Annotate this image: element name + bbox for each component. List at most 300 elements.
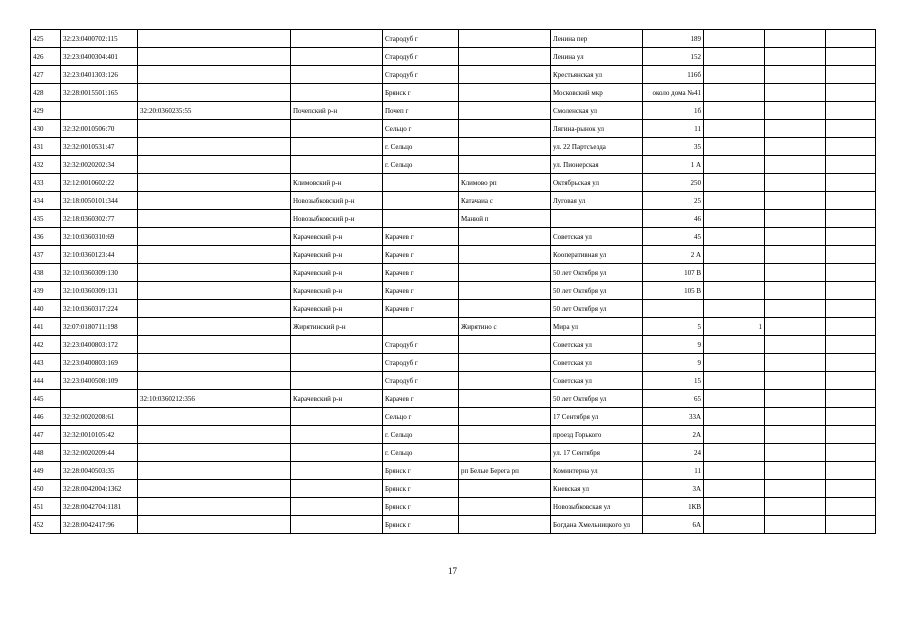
cell-row-number: 435 <box>31 210 61 228</box>
cell-city: Стародуб г <box>383 354 459 372</box>
cell-city: Карачев г <box>383 300 459 318</box>
cell-extra-1 <box>704 480 765 498</box>
cell-settlement <box>459 498 551 516</box>
cell-cadastral-number-b <box>138 192 291 210</box>
cell-house-number: 107 В <box>643 264 704 282</box>
cell-settlement <box>459 282 551 300</box>
cell-house-number: 1б <box>643 102 704 120</box>
cell-cadastral-number-b <box>138 408 291 426</box>
cell-row-number: 425 <box>31 30 61 48</box>
cell-extra-2 <box>765 174 826 192</box>
cell-cadastral-number-a: 32:23:0400702:115 <box>61 30 138 48</box>
cell-cadastral-number-a: 32:32:0010506:70 <box>61 120 138 138</box>
cell-house-number: 33А <box>643 408 704 426</box>
table-row <box>31 228 876 246</box>
cell-settlement <box>459 66 551 84</box>
table-row <box>31 426 876 444</box>
cell-extra-2 <box>765 444 826 462</box>
cell-extra-2 <box>765 426 826 444</box>
cell-extra-2 <box>765 264 826 282</box>
cell-district <box>291 336 383 354</box>
cell-street: 50 лет Октября ул <box>551 390 643 408</box>
cell-row-number: 444 <box>31 372 61 390</box>
cell-house-number: 1 А <box>643 156 704 174</box>
cell-street: Крестьянская ул <box>551 66 643 84</box>
table-row <box>31 102 876 120</box>
cell-extra-1 <box>704 408 765 426</box>
cell-house-number: 189 <box>643 30 704 48</box>
cell-district: Карачевский р-н <box>291 246 383 264</box>
cell-settlement <box>459 120 551 138</box>
cell-extra-1 <box>704 102 765 120</box>
cell-row-number: 429 <box>31 102 61 120</box>
cell-street: Советская ул <box>551 228 643 246</box>
cell-cadastral-number-a: 32:23:0400304:401 <box>61 48 138 66</box>
cell-street: ул. 17 Сентября <box>551 444 643 462</box>
cell-house-number: 6А <box>643 516 704 534</box>
cell-house-number: 46 <box>643 210 704 228</box>
table-row <box>31 264 876 282</box>
cell-extra-1 <box>704 300 765 318</box>
cell-settlement <box>459 354 551 372</box>
cell-city: Стародуб г <box>383 30 459 48</box>
cell-extra-3 <box>826 498 876 516</box>
cell-extra-3 <box>826 372 876 390</box>
cell-street: Мира ул <box>551 318 643 336</box>
table-row <box>31 462 876 480</box>
cell-settlement <box>459 372 551 390</box>
cell-row-number: 451 <box>31 498 61 516</box>
cell-cadastral-number-b <box>138 516 291 534</box>
table-row <box>31 30 876 48</box>
cell-city <box>383 192 459 210</box>
table-row <box>31 120 876 138</box>
table-row <box>31 84 876 102</box>
cell-district <box>291 156 383 174</box>
cell-city: Брянск г <box>383 498 459 516</box>
cell-extra-2 <box>765 408 826 426</box>
cell-city <box>383 210 459 228</box>
cell-extra-3 <box>826 516 876 534</box>
cell-extra-3 <box>826 390 876 408</box>
cell-district <box>291 30 383 48</box>
cell-city: Брянск г <box>383 462 459 480</box>
cell-house-number: 9 <box>643 354 704 372</box>
cell-extra-3 <box>826 480 876 498</box>
cell-extra-1 <box>704 192 765 210</box>
table-row <box>31 210 876 228</box>
cell-cadastral-number-a: 32:28:0042417:96 <box>61 516 138 534</box>
cell-district: Карачевский р-н <box>291 300 383 318</box>
cell-settlement <box>459 156 551 174</box>
cell-house-number: 1КВ <box>643 498 704 516</box>
cell-city: Сельцо г <box>383 120 459 138</box>
cell-settlement: Катачаиа с <box>459 192 551 210</box>
cell-street: ул. 22 Партсъезда <box>551 138 643 156</box>
cell-settlement <box>459 264 551 282</box>
cell-extra-1 <box>704 84 765 102</box>
cell-settlement: Манюй п <box>459 210 551 228</box>
cell-cadastral-number-b <box>138 480 291 498</box>
cell-row-number: 440 <box>31 300 61 318</box>
cell-extra-3 <box>826 174 876 192</box>
table-row <box>31 354 876 372</box>
cell-settlement: Жирятино с <box>459 318 551 336</box>
cell-street: Новозыбковская ул <box>551 498 643 516</box>
cell-row-number: 438 <box>31 264 61 282</box>
cell-extra-3 <box>826 318 876 336</box>
cell-extra-1 <box>704 516 765 534</box>
cell-extra-3 <box>826 192 876 210</box>
cell-cadastral-number-b <box>138 30 291 48</box>
cell-street: Советская ул <box>551 336 643 354</box>
cell-extra-2 <box>765 84 826 102</box>
cell-row-number: 441 <box>31 318 61 336</box>
cell-house-number: 5 <box>643 318 704 336</box>
cell-cadastral-number-b <box>138 84 291 102</box>
cell-extra-1 <box>704 426 765 444</box>
cell-cadastral-number-b: 32:20:0360235:55 <box>138 102 291 120</box>
table-row <box>31 300 876 318</box>
cell-extra-2 <box>765 354 826 372</box>
cell-cadastral-number-b <box>138 156 291 174</box>
cell-extra-1 <box>704 264 765 282</box>
cell-extra-3 <box>826 300 876 318</box>
cell-district <box>291 498 383 516</box>
cell-city: г. Сельцо <box>383 138 459 156</box>
cell-extra-3 <box>826 462 876 480</box>
cell-settlement <box>459 336 551 354</box>
cell-city: Стародуб г <box>383 372 459 390</box>
cell-settlement <box>459 516 551 534</box>
cell-cadastral-number-a: 32:28:0042004:1362 <box>61 480 138 498</box>
cell-extra-3 <box>826 30 876 48</box>
table-row <box>31 66 876 84</box>
cell-row-number: 450 <box>31 480 61 498</box>
cell-district <box>291 48 383 66</box>
cell-cadastral-number-a: 32:32:0020208:61 <box>61 408 138 426</box>
cell-row-number: 434 <box>31 192 61 210</box>
table-row <box>31 408 876 426</box>
cell-cadastral-number-b <box>138 318 291 336</box>
cell-cadastral-number-a: 32:18:0050101:344 <box>61 192 138 210</box>
cell-city: Карачев г <box>383 246 459 264</box>
cell-house-number: 2 А <box>643 246 704 264</box>
table-row <box>31 156 876 174</box>
cell-cadastral-number-a: 32:23:0400508:109 <box>61 372 138 390</box>
cell-house-number: 116б <box>643 66 704 84</box>
cell-street: Кооперативная ул <box>551 246 643 264</box>
cell-house-number: 65 <box>643 390 704 408</box>
cell-city: г. Сельцо <box>383 156 459 174</box>
cell-row-number: 443 <box>31 354 61 372</box>
table-row <box>31 174 876 192</box>
cell-settlement <box>459 138 551 156</box>
cell-extra-3 <box>826 210 876 228</box>
cell-row-number: 426 <box>31 48 61 66</box>
cell-row-number: 445 <box>31 390 61 408</box>
cell-extra-2 <box>765 66 826 84</box>
cell-extra-1 <box>704 246 765 264</box>
cell-city: Сельцо г <box>383 408 459 426</box>
cell-district <box>291 84 383 102</box>
cell-extra-3 <box>826 84 876 102</box>
cell-street: Советская ул <box>551 354 643 372</box>
cell-cadastral-number-b <box>138 66 291 84</box>
cell-cadastral-number-a: 32:10:0360317:224 <box>61 300 138 318</box>
cell-settlement <box>459 408 551 426</box>
cell-street: 50 лет Октября ул <box>551 264 643 282</box>
cell-extra-3 <box>826 66 876 84</box>
table-row <box>31 444 876 462</box>
cell-cadastral-number-a: 32:32:0010105:42 <box>61 426 138 444</box>
cell-district <box>291 354 383 372</box>
cell-cadastral-number-b <box>138 174 291 192</box>
cell-extra-2 <box>765 228 826 246</box>
cell-city: г. Сельцо <box>383 426 459 444</box>
cell-row-number: 430 <box>31 120 61 138</box>
cell-house-number: 9 <box>643 336 704 354</box>
cell-extra-1 <box>704 138 765 156</box>
cell-cadastral-number-b <box>138 498 291 516</box>
cell-cadastral-number-a: 32:07:0180711:198 <box>61 318 138 336</box>
cell-settlement <box>459 48 551 66</box>
cell-city: Брянск г <box>383 480 459 498</box>
cell-extra-2 <box>765 318 826 336</box>
cell-cadastral-number-b <box>138 372 291 390</box>
table-row <box>31 498 876 516</box>
cell-cadastral-number-a: 32:32:0020209:44 <box>61 444 138 462</box>
cell-district <box>291 372 383 390</box>
cell-district <box>291 444 383 462</box>
table-row <box>31 138 876 156</box>
cell-house-number: 35 <box>643 138 704 156</box>
cell-cadastral-number-a: 32:10:0360310:69 <box>61 228 138 246</box>
cell-street: Советская ул <box>551 372 643 390</box>
cell-extra-2 <box>765 192 826 210</box>
cell-street: Киевская ул <box>551 480 643 498</box>
cell-district: Климовский р-н <box>291 174 383 192</box>
cell-cadastral-number-a: 32:23:0401303:126 <box>61 66 138 84</box>
cell-extra-1 <box>704 354 765 372</box>
cell-house-number: 105 В <box>643 282 704 300</box>
cell-extra-3 <box>826 444 876 462</box>
cell-row-number: 448 <box>31 444 61 462</box>
cell-cadastral-number-a: 32:23:0400803:169 <box>61 354 138 372</box>
cell-cadastral-number-a: 32:18:0360302:77 <box>61 210 138 228</box>
cell-street <box>551 210 643 228</box>
cell-extra-2 <box>765 48 826 66</box>
cell-cadastral-number-a <box>61 390 138 408</box>
cell-extra-1 <box>704 372 765 390</box>
cell-extra-2 <box>765 246 826 264</box>
cell-city: Брянск г <box>383 84 459 102</box>
cell-cadastral-number-b <box>138 444 291 462</box>
cell-settlement <box>459 30 551 48</box>
cell-cadastral-number-b <box>138 48 291 66</box>
cell-extra-1 <box>704 444 765 462</box>
cell-district <box>291 120 383 138</box>
table-row <box>31 318 876 336</box>
cell-extra-1 <box>704 462 765 480</box>
cell-district <box>291 480 383 498</box>
cell-cadastral-number-b <box>138 264 291 282</box>
cell-cadastral-number-b <box>138 246 291 264</box>
cell-extra-3 <box>826 426 876 444</box>
cell-settlement: рп Белые Берега рп <box>459 462 551 480</box>
cell-city: Почеп г <box>383 102 459 120</box>
cell-extra-2 <box>765 462 826 480</box>
cell-cadastral-number-a: 32:32:0010531:47 <box>61 138 138 156</box>
cell-city: Карачев г <box>383 264 459 282</box>
cell-cadastral-number-a: 32:28:0015501:165 <box>61 84 138 102</box>
cell-street: проезд Горького <box>551 426 643 444</box>
cell-extra-3 <box>826 336 876 354</box>
cell-district: Карачевский р-н <box>291 264 383 282</box>
cell-cadastral-number-b: 32:10:0360212:356 <box>138 390 291 408</box>
cell-extra-1 <box>704 282 765 300</box>
cell-street: Ленина ул <box>551 48 643 66</box>
cell-district <box>291 462 383 480</box>
cell-cadastral-number-a: 32:28:0040503:35 <box>61 462 138 480</box>
cell-house-number: около дома №41 <box>643 84 704 102</box>
cell-house-number: 11 <box>643 462 704 480</box>
cell-row-number: 439 <box>31 282 61 300</box>
cell-city: Карачев г <box>383 282 459 300</box>
cell-cadastral-number-a: 32:32:0020202:34 <box>61 156 138 174</box>
cell-cadastral-number-b <box>138 120 291 138</box>
cell-extra-2 <box>765 372 826 390</box>
cell-extra-3 <box>826 102 876 120</box>
cell-cadastral-number-a: 32:12:0010602:22 <box>61 174 138 192</box>
table-row <box>31 480 876 498</box>
cell-extra-2 <box>765 336 826 354</box>
cell-city <box>383 318 459 336</box>
cell-extra-3 <box>826 48 876 66</box>
cell-settlement <box>459 102 551 120</box>
cell-cadastral-number-b <box>138 138 291 156</box>
cell-row-number: 446 <box>31 408 61 426</box>
cell-extra-2 <box>765 120 826 138</box>
cell-extra-3 <box>826 354 876 372</box>
cell-house-number: 152 <box>643 48 704 66</box>
property-table <box>30 29 876 534</box>
cell-district: Карачевский р-н <box>291 390 383 408</box>
cell-house-number: 250 <box>643 174 704 192</box>
cell-row-number: 449 <box>31 462 61 480</box>
cell-extra-2 <box>765 516 826 534</box>
cell-extra-1 <box>704 390 765 408</box>
cell-house-number: 24 <box>643 444 704 462</box>
cell-row-number: 431 <box>31 138 61 156</box>
cell-house-number <box>643 300 704 318</box>
cell-settlement <box>459 228 551 246</box>
cell-street: ул. Пионерская <box>551 156 643 174</box>
cell-cadastral-number-b <box>138 282 291 300</box>
cell-extra-1: 1 <box>704 318 765 336</box>
cell-settlement <box>459 246 551 264</box>
cell-extra-1 <box>704 30 765 48</box>
cell-extra-3 <box>826 264 876 282</box>
cell-cadastral-number-b <box>138 354 291 372</box>
cell-street: Лягина-рынок ул <box>551 120 643 138</box>
cell-cadastral-number-b <box>138 336 291 354</box>
cell-extra-1 <box>704 498 765 516</box>
cell-row-number: 428 <box>31 84 61 102</box>
cell-extra-2 <box>765 30 826 48</box>
cell-cadastral-number-b <box>138 210 291 228</box>
cell-extra-3 <box>826 228 876 246</box>
cell-extra-2 <box>765 282 826 300</box>
cell-street: Коминтерна ул <box>551 462 643 480</box>
cell-settlement <box>459 390 551 408</box>
cell-extra-3 <box>826 156 876 174</box>
cell-street: 50 лет Октября ул <box>551 282 643 300</box>
cell-extra-1 <box>704 48 765 66</box>
table-row <box>31 192 876 210</box>
cell-cadastral-number-a: 32:10:0360309:130 <box>61 264 138 282</box>
cell-extra-3 <box>826 246 876 264</box>
cell-district <box>291 138 383 156</box>
cell-extra-1 <box>704 120 765 138</box>
table-row <box>31 336 876 354</box>
table-row <box>31 516 876 534</box>
cell-settlement <box>459 426 551 444</box>
cell-extra-2 <box>765 138 826 156</box>
cell-city: г. Сельцо <box>383 444 459 462</box>
cell-city: Стародуб г <box>383 336 459 354</box>
table-row <box>31 246 876 264</box>
cell-street: Ленина пер <box>551 30 643 48</box>
cell-street: 50 лет Октября ул <box>551 300 643 318</box>
cell-extra-3 <box>826 120 876 138</box>
page-number: 17 <box>448 566 457 576</box>
cell-street: Смоленская ул <box>551 102 643 120</box>
cell-row-number: 433 <box>31 174 61 192</box>
cell-district <box>291 408 383 426</box>
cell-city: Карачев г <box>383 390 459 408</box>
table-row <box>31 282 876 300</box>
cell-extra-1 <box>704 210 765 228</box>
cell-row-number: 447 <box>31 426 61 444</box>
cell-extra-1 <box>704 66 765 84</box>
cell-street: Октябрьская ул <box>551 174 643 192</box>
cell-extra-3 <box>826 282 876 300</box>
cell-district: Новозыбковский р-н <box>291 210 383 228</box>
cell-row-number: 432 <box>31 156 61 174</box>
cell-extra-1 <box>704 228 765 246</box>
cell-district: Карачевский р-н <box>291 282 383 300</box>
cell-district: Почепский р-н <box>291 102 383 120</box>
cell-extra-3 <box>826 138 876 156</box>
cell-extra-2 <box>765 390 826 408</box>
cell-extra-1 <box>704 336 765 354</box>
cell-city: Карачев г <box>383 228 459 246</box>
cell-street: Московский мкр <box>551 84 643 102</box>
cell-cadastral-number-b <box>138 228 291 246</box>
cell-extra-2 <box>765 498 826 516</box>
cell-extra-2 <box>765 102 826 120</box>
cell-street: Богдана Хмельницкого ул <box>551 516 643 534</box>
cell-cadastral-number-b <box>138 462 291 480</box>
cell-row-number: 436 <box>31 228 61 246</box>
cell-settlement: Климово рп <box>459 174 551 192</box>
cell-settlement <box>459 84 551 102</box>
cell-extra-1 <box>704 156 765 174</box>
cell-row-number: 427 <box>31 66 61 84</box>
cell-extra-2 <box>765 480 826 498</box>
cell-extra-3 <box>826 408 876 426</box>
